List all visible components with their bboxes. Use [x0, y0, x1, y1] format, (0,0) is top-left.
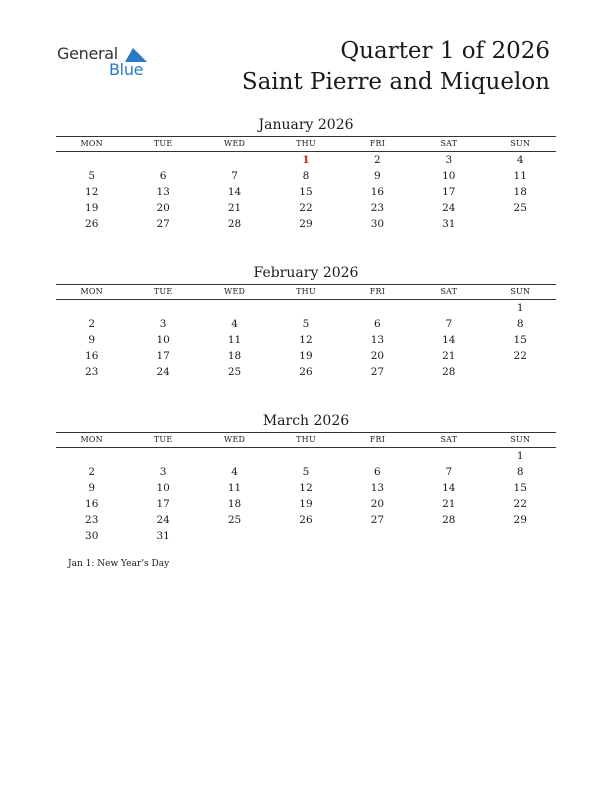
weeks-container: [56, 300, 556, 380]
day-cell: 16: [370, 186, 385, 198]
day-cell: 18: [227, 350, 242, 362]
weekday-header-sat: SAT: [440, 287, 458, 296]
month-block-january: [56, 116, 556, 232]
day-cell: 15: [513, 482, 527, 494]
week-row: [56, 332, 556, 348]
weekday-header-sat: SAT: [440, 139, 458, 148]
day-cell: 24: [156, 366, 170, 378]
empty-day-cell: [199, 448, 270, 464]
day-cell: 15: [299, 186, 313, 198]
day-cell: 31: [442, 218, 456, 230]
title-quarter: Quarter 1 of 2026: [340, 38, 550, 64]
day-cell: 22: [513, 498, 527, 510]
week-row: [56, 200, 556, 216]
day-cell: 14: [227, 186, 242, 198]
week-row: [56, 512, 556, 528]
day-cell: 11: [227, 482, 242, 494]
weekday-header-sun: SUN: [510, 435, 531, 444]
week-row: [56, 300, 556, 316]
day-cell: 28: [227, 218, 242, 230]
weekday-header-row: [56, 284, 556, 300]
day-cell: 28: [442, 366, 456, 378]
weekday-header-tue: TUE: [153, 287, 173, 296]
holiday-notes: [68, 559, 169, 569]
day-cell: 13: [370, 334, 385, 346]
day-cell: 10: [442, 170, 456, 182]
day-cell: 19: [299, 498, 313, 510]
weekday-header-wed: WED: [224, 139, 246, 148]
day-cell: 27: [156, 218, 170, 230]
day-cell: 26: [299, 366, 313, 378]
week-row: [56, 464, 556, 480]
day-cell: 21: [442, 350, 456, 362]
weekday-header-sun: SUN: [510, 139, 531, 148]
day-cell: 25: [513, 202, 527, 214]
day-cell: 4: [231, 466, 238, 478]
day-cell: 28: [442, 514, 456, 526]
day-cell: 11: [513, 170, 527, 182]
empty-day-cell: [270, 448, 341, 464]
weekday-header-mon: MON: [80, 435, 103, 444]
weekday-header-mon: MON: [80, 139, 103, 148]
week-row: [56, 316, 556, 332]
month-name: March 2026: [262, 413, 350, 429]
holiday-note: Jan 1: New Year’s Day: [68, 559, 170, 569]
day-cell: 17: [156, 350, 170, 362]
day-cell: 17: [156, 498, 170, 510]
day-cell: 22: [513, 350, 527, 362]
empty-day-cell: [127, 300, 198, 316]
day-cell: 19: [85, 202, 99, 214]
day-cell: 27: [370, 514, 385, 526]
month-block-february: [56, 264, 556, 380]
day-cell: 3: [445, 154, 453, 166]
empty-day-cell: [342, 448, 413, 464]
logo-blue-text: Blue: [109, 60, 144, 79]
empty-day-cell: [199, 528, 270, 544]
week-row: [56, 168, 556, 184]
day-cell: 2: [88, 318, 96, 330]
day-cell: 16: [85, 498, 99, 510]
day-cell: 7: [231, 170, 238, 182]
empty-day-cell: [199, 152, 270, 168]
empty-day-cell: [485, 216, 556, 232]
day-cell: 30: [370, 218, 385, 230]
weekday-header-thu: THU: [296, 139, 316, 148]
day-cell: 12: [299, 482, 313, 494]
logo-general-text: General: [57, 44, 118, 63]
day-cell: 2: [374, 154, 381, 166]
month-block-march: [56, 412, 556, 544]
day-cell: 29: [513, 514, 527, 526]
day-cell: 30: [85, 530, 99, 542]
day-cell: 23: [85, 514, 99, 526]
empty-day-cell: [56, 152, 127, 168]
week-row: [56, 216, 556, 232]
day-cell: 29: [299, 218, 313, 230]
day-cell: 1: [516, 450, 524, 462]
day-cell: 5: [88, 170, 96, 182]
day-cell: 25: [227, 514, 242, 526]
week-row: [56, 496, 556, 512]
empty-day-cell: [485, 528, 556, 544]
weekday-header-thu: THU: [296, 287, 316, 296]
day-cell: 6: [374, 466, 381, 478]
day-cell: 4: [231, 318, 238, 330]
weekday-header-tue: TUE: [153, 139, 173, 148]
day-cell: 7: [445, 466, 453, 478]
weekday-header-sun: SUN: [510, 287, 531, 296]
day-cell: 21: [442, 498, 456, 510]
empty-day-cell: [127, 152, 198, 168]
day-cell: 17: [442, 186, 456, 198]
day-cell: 24: [156, 514, 170, 526]
day-cell: 26: [299, 514, 313, 526]
weekday-header-sat: SAT: [440, 435, 458, 444]
day-cell: 16: [85, 350, 99, 362]
day-cell: 9: [88, 334, 96, 346]
empty-day-cell: [270, 528, 341, 544]
empty-day-cell: [199, 300, 270, 316]
week-row: [56, 152, 556, 168]
day-cell: 7: [445, 318, 453, 330]
day-cell: 2: [88, 466, 96, 478]
day-cell: 14: [442, 482, 456, 494]
empty-day-cell: [342, 300, 413, 316]
day-cell: 25: [227, 366, 242, 378]
day-cell: 27: [370, 366, 385, 378]
day-cell: 23: [370, 202, 385, 214]
week-row: [56, 184, 556, 200]
day-cell: 18: [513, 186, 527, 198]
week-row: [56, 528, 556, 544]
weekday-header-wed: WED: [224, 435, 246, 444]
day-cell: 10: [156, 334, 170, 346]
empty-day-cell: [56, 448, 127, 464]
day-cell: 23: [85, 366, 99, 378]
empty-day-cell: [56, 300, 127, 316]
weekday-header-wed: WED: [224, 287, 246, 296]
day-cell: 22: [299, 202, 313, 214]
weekday-header-fri: FRI: [369, 139, 386, 148]
day-cell: 19: [299, 350, 313, 362]
day-cell: 20: [370, 498, 385, 510]
day-cell: 21: [227, 202, 242, 214]
week-row: [56, 480, 556, 496]
weeks-container: [56, 152, 556, 232]
day-cell: 8: [516, 318, 524, 330]
day-cell: 9: [374, 170, 381, 182]
day-cell: 13: [156, 186, 170, 198]
week-row: [56, 448, 556, 464]
day-cell: 20: [156, 202, 170, 214]
day-cell: 13: [370, 482, 385, 494]
day-cell: 3: [159, 466, 167, 478]
day-cell: 6: [159, 170, 167, 182]
day-cell: 26: [85, 218, 99, 230]
day-cell: 1: [516, 302, 524, 314]
day-cell: 18: [227, 498, 242, 510]
empty-day-cell: [342, 528, 413, 544]
empty-day-cell: [270, 300, 341, 316]
day-cell: 8: [516, 466, 524, 478]
day-cell: 14: [442, 334, 456, 346]
day-cell: 31: [156, 530, 170, 542]
weeks-container: [56, 448, 556, 544]
day-cell: 10: [156, 482, 170, 494]
page-title: [242, 36, 550, 98]
day-cell: 5: [302, 466, 310, 478]
week-row: [56, 348, 556, 364]
month-name: February 2026: [253, 265, 359, 281]
day-cell: 24: [442, 202, 456, 214]
day-cell: 12: [85, 186, 99, 198]
empty-day-cell: [485, 364, 556, 380]
general-blue-logo: [57, 44, 157, 80]
title-region: Saint Pierre and Miquelon: [241, 69, 550, 95]
day-cell: 5: [302, 318, 310, 330]
weekday-header-row: [56, 136, 556, 152]
day-cell: 15: [513, 334, 527, 346]
day-cell: 9: [88, 482, 96, 494]
weekday-header-tue: TUE: [153, 435, 173, 444]
weekday-header-fri: FRI: [369, 435, 386, 444]
day-cell: 8: [302, 170, 310, 182]
week-row: [56, 364, 556, 380]
empty-day-cell: [413, 448, 484, 464]
day-cell: 20: [370, 350, 385, 362]
day-cell: 3: [159, 318, 167, 330]
weekday-header-thu: THU: [296, 435, 316, 444]
weekday-header-mon: MON: [80, 287, 103, 296]
empty-day-cell: [413, 300, 484, 316]
day-cell: 6: [374, 318, 381, 330]
weekday-header-row: [56, 432, 556, 448]
day-cell: 12: [299, 334, 313, 346]
day-cell: 4: [516, 154, 524, 166]
weekday-header-fri: FRI: [369, 287, 386, 296]
month-name: January 2026: [258, 117, 354, 133]
holiday-day-cell: 1: [302, 154, 310, 166]
day-cell: 11: [227, 334, 242, 346]
empty-day-cell: [127, 448, 198, 464]
empty-day-cell: [413, 528, 484, 544]
